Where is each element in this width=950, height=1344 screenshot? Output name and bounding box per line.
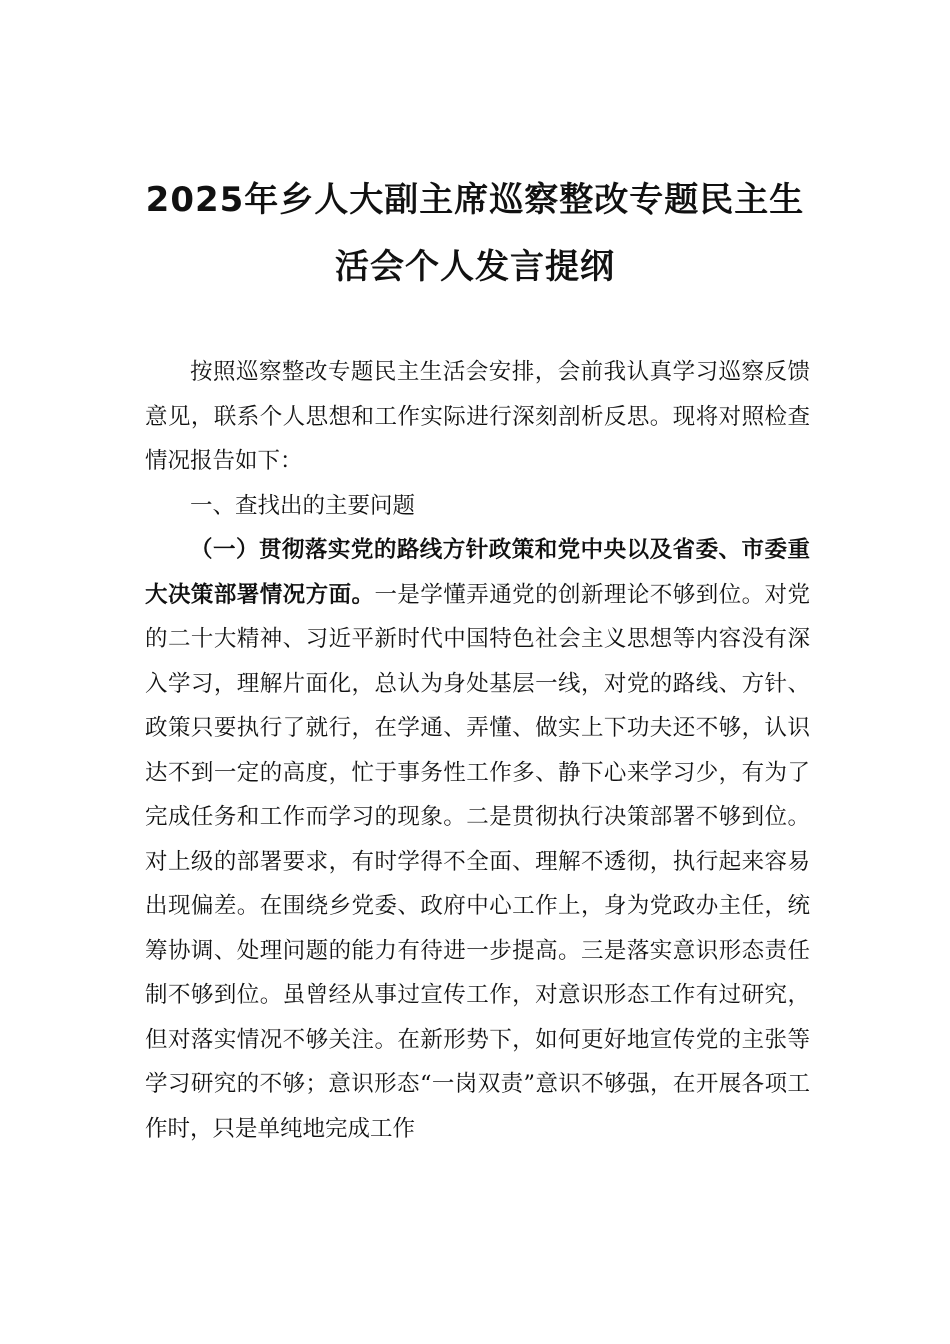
intro-paragraph: 按照巡察整改专题民主生活会安排，会前我认真学习巡察反馈意见，联系个人思想和工作实际进行深刻剖析反思。现将对照检查情况报告如下： xyxy=(145,359,810,474)
document-title-line-1: 2025年乡人大副主席巡察整改专题民主生 xyxy=(145,180,805,220)
subsection-paragraph-1 xyxy=(145,528,810,1151)
section-heading-1: 一、查找出的主要问题 xyxy=(190,492,416,519)
document-title-line-2: 活会个人发言提纲 xyxy=(335,247,615,287)
document-body xyxy=(145,350,810,1151)
subsection-heading-1: （一）贯彻落实党的路线方针政策和党中央以及省委、市委重大决策部署情况方面。 xyxy=(145,537,810,608)
subsection-body-1: 一是学懂弄通党的创新理论不够到位。对党的二十大精神、习近平新时代中国特色社会主义思想等内容没有深入学习，理解片面化，总认为身处基层一线，对党的路线、方针、政策只要执行了就行，在学通、弄懂、做实上下功夫还不够，认识达不到一定的高度，忙于事务性工作多、静下心来学习少，有为了完成任务和工作而学习的现象。二是贯彻执行决策部署不够到位。对上级的部署要求，有时学得不全面、理解不透彻，执行起来容易出现偏差。在围绕乡党委、政府中心工作上，身为党政办主任，统筹协调、处理问题的能力有待进一步提高。三是落实意识形态责任制不够到位。虽曾经从事过宣传工作，对意识形态工作有过研究，但对落实情况不够关注。在新形势下，如何更好地宣传党的主张等学习研究的不够；意识形态“一岗双责”意识不够强，在开展各项工作时，只是单纯地完成工作 xyxy=(145,581,810,1142)
